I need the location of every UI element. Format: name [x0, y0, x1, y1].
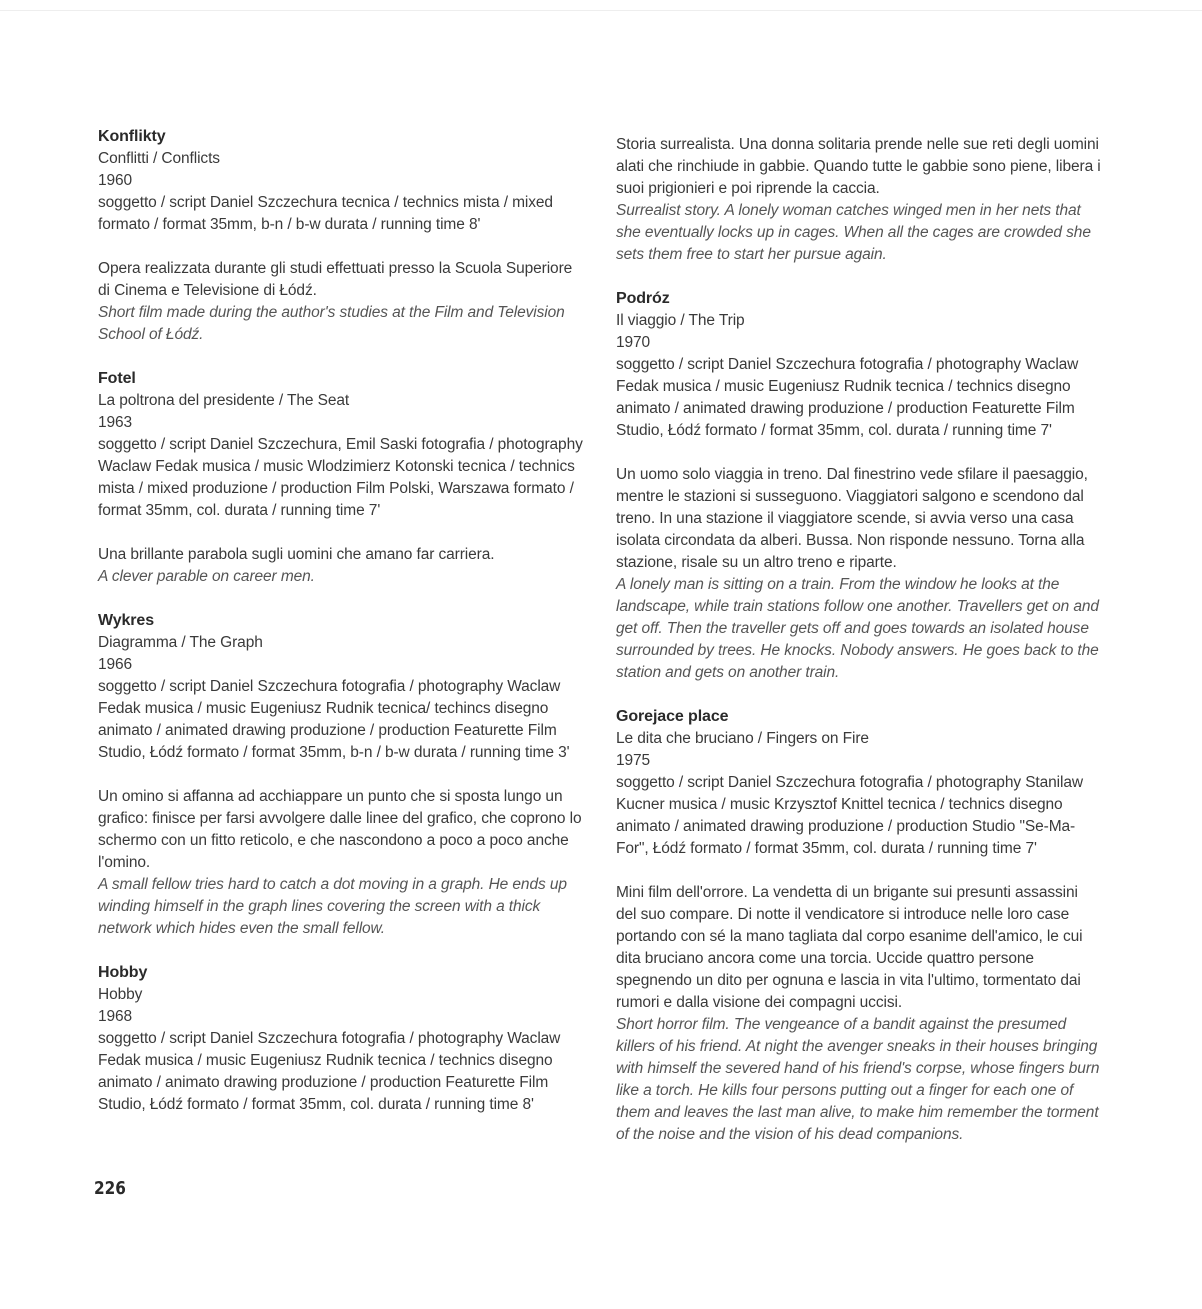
film-credits: soggetto / script Daniel Szczechura fotografia / photography Stanilaw Kucner musica / music Krzysztof Knittel tecnica / technics disegno animato / animated drawing produzione / production Studio "Se-Ma-For", Łódź formato / format 35mm, col. durata / running time 7': [616, 774, 1083, 857]
film-description-italian: Opera realizzata durante gli studi effettuati presso la Scuola Superiore di Cinema e Televisione di Łódź.: [98, 260, 573, 299]
film-description-english: A lonely man is sitting on a train. From the window he looks at the landscape, while train stations follow one another. Travellers get on and get off. Then the traveller gets off and goes towards an isolated house surrounded by trees. He knocks. Nobody answers. He goes back to the station and gets on another train.: [616, 576, 1099, 681]
film-description-english: A clever parable on career men.: [98, 568, 315, 585]
film-credits: soggetto / script Daniel Szczechura fotografia / photography Waclaw Fedak musica / music Eugeniusz Rudnik tecnica/ techincs disegno animato / animated drawing produzione / production Featurette Film Studio, Łódź formato / format 35mm, b-n / b-w durata / running time 3': [98, 678, 570, 761]
film-subtitle: Conflitti / Conflicts: [98, 150, 220, 167]
top-rule: [0, 10, 1202, 11]
film-entry-hobby-continued: [616, 134, 1102, 266]
film-description-italian: Mini film dell'orrore. La vendetta di un brigante sui presunti assassini del suo compare. Di notte il vendicatore si introduce nelle loro case portando con sé la mano tagliata dal corpo esanime dell'amico, le cui dita bruciano ancora come una torcia. Uccide quattro persone spegnendo un dito per ognuna e lascia in vita l'ultimo, tormentato dai rumori e dalla visione dei compagni uccisi.: [616, 884, 1083, 1011]
film-entry-wykres: [98, 610, 583, 940]
film-description-italian: Una brillante parabola sugli uomini che amano far carriera.: [98, 546, 495, 563]
film-credits: soggetto / script Daniel Szczechura, Emil Saski fotografia / photography Waclaw Fedak musica / music Wlodzimierz Kotonski tecnica / technics mista / mixed produzione / production Film Polski, Warszawa formato / format 35mm, col. durata / running time 7': [98, 436, 583, 519]
film-year: 1970: [616, 334, 651, 351]
film-subtitle: La poltrona del presidente / The Seat: [98, 392, 350, 409]
film-title: Hobby: [98, 964, 148, 981]
film-year: 1968: [98, 1008, 133, 1025]
right-column: [616, 134, 1102, 1168]
film-title: Gorejace place: [616, 708, 729, 725]
film-entry-fotel: [98, 368, 583, 588]
film-description-italian: Un uomo solo viaggia in treno. Dal finestrino vede sfilare il paesaggio, mentre le stazioni si susseguono. Viaggiatori salgono e scendono dal treno. In una stazione il viaggiatore scende, si avvia verso una casa isolata circondata da alberi. Bussa. Non risponde nessuno. Torna alla stazione, risale su un altro treno e riparte.: [616, 466, 1088, 571]
film-title: Wykres: [98, 612, 155, 629]
film-subtitle: Hobby: [98, 986, 143, 1003]
film-subtitle: Le dita che bruciano / Fingers on Fire: [616, 730, 869, 747]
film-description-italian: Un omino si affanna ad acchiappare un punto che si sposta lungo un grafico: finisce per farsi avvolgere dalle linee del grafico, che coprono lo schermo con un fitto reticolo, e che nascondono a poco a poco anche l'omino.: [98, 788, 582, 871]
film-year: 1960: [98, 172, 133, 189]
film-entry-hobby: [98, 962, 583, 1116]
film-description-english: Short film made during the author's studies at the Film and Television School of Łódź.: [98, 304, 565, 343]
page-number: 226: [94, 1178, 126, 1199]
film-description-italian: Storia surrealista. Una donna solitaria prende nelle sue reti degli uomini alati che rinchiude in gabbie. Quando tutte le gabbie sono piene, libera i suoi prigionieri e poi riprende la caccia.: [616, 136, 1101, 197]
film-title: Konflikty: [98, 128, 166, 145]
film-title: Fotel: [98, 370, 136, 387]
film-description-english: A small fellow tries hard to catch a dot moving in a graph. He ends up winding himself in the graph lines covering the screen with a thick network which hides even the small fellow.: [98, 876, 567, 937]
film-credits: soggetto / script Daniel Szczechura fotografia / photography Waclaw Fedak musica / music Eugeniusz Rudnik tecnica / technics disegno animato / animated drawing produzione / production Featurette Film Studio, Łódź formato / format 35mm, col. durata / running time 7': [616, 356, 1079, 439]
film-year: 1963: [98, 414, 133, 431]
film-entry-gorejace-place: [616, 706, 1102, 1146]
film-subtitle: Il viaggio / The Trip: [616, 312, 745, 329]
film-title: Podróz: [616, 290, 670, 307]
film-description-english: Surrealist story. A lonely woman catches winged men in her nets that she eventually locks up in cages. When all the cages are crowded she sets them free to start her pursue again.: [616, 202, 1091, 263]
film-entry-podroz: [616, 288, 1102, 684]
film-credits: soggetto / script Daniel Szczechura fotografia / photography Waclaw Fedak musica / music Eugeniusz Rudnik tecnica / technics disegno animato / animato drawing produzione / production Featurette Film Studio, Łódź formato / format 35mm, col. durata / running time 8': [98, 1030, 561, 1113]
film-description-english: Short horror film. The vengeance of a bandit against the presumed killers of his friend. At night the avenger sneaks in their houses bringing with himself the severed hand of his friend's corpse, whose fingers burn like a torch. He kills four persons putting out a finger for each one of them and leaves the last man alive, to make him remember the torment of the noise and the vision of his dead companions.: [616, 1016, 1100, 1143]
left-column: [98, 126, 583, 1138]
film-credits: soggetto / script Daniel Szczechura tecnica / technics mista / mixed formato / format 35mm, b-n / b-w durata / running time 8': [98, 194, 553, 233]
film-subtitle: Diagramma / The Graph: [98, 634, 263, 651]
film-year: 1966: [98, 656, 133, 673]
film-year: 1975: [616, 752, 651, 769]
film-entry-konflikty: [98, 126, 583, 346]
